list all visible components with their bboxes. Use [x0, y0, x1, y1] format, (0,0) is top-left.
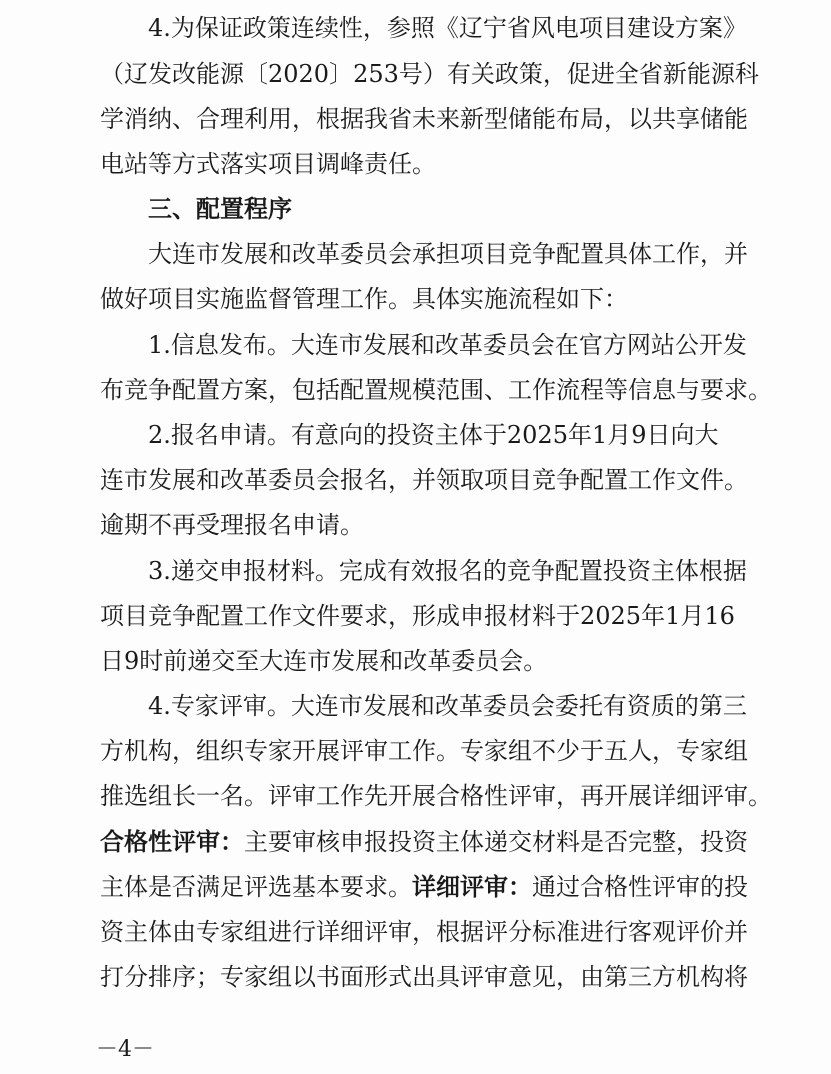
paragraph-line: 推选组长一名。评审工作先开展合格性评审，再开展详细评审。 [100, 782, 772, 810]
line-text: 主体是否满足评选基本要求。 [100, 873, 412, 901]
paragraph-line: 1.信息发布。大连市发展和改革委员会在官方网站公开发 [148, 331, 747, 359]
paragraph-line: 资主体由专家组进行详细评审，根据评分标准进行客观评价并 [100, 918, 748, 946]
paragraph-line-with-bold [100, 826, 831, 858]
paragraph-line: 4.为保证政策连续性，参照《辽宁省风电项目建设方案》 [148, 14, 747, 42]
paragraph-line: 3.递交申报材料。完成有效报名的竞争配置投资主体根据 [148, 557, 747, 585]
bold-term-detailed-review: 详细评审： [412, 873, 532, 901]
paragraph-line: 打分排序；专家组以书面形式出具评审意见，由第三方机构将 [100, 963, 748, 991]
paragraph-line: 做好项目实施监督管理工作。具体实施流程如下： [100, 285, 628, 313]
paragraph-line: 项目竞争配置工作文件要求，形成申报材料于2025年1月16 [100, 602, 735, 630]
page-number: －4－ [96, 1037, 154, 1062]
paragraph-line: （辽发改能源〔2020〕253号）有关政策，促进全省新能源科 [100, 60, 759, 88]
paragraph-line: 逾期不再受理报名申请。 [100, 511, 364, 539]
section-heading: 三、配置程序 [148, 195, 292, 223]
paragraph-line: 2.报名申请。有意向的投资主体于2025年1月9日向大 [148, 421, 719, 449]
bold-term-qualification-review: 合格性评审： [100, 828, 244, 856]
paragraph-line: 连市发展和改革委员会报名，并领取项目竞争配置工作文件。 [100, 466, 748, 494]
paragraph-line: 方机构，组织专家开展评审工作。专家组不少于五人，专家组 [100, 737, 748, 765]
line-text: 通过合格性评审的投 [532, 873, 748, 901]
paragraph-line: 4.专家评审。大连市发展和改革委员会委托有资质的第三 [148, 692, 747, 720]
paragraph-line: 大连市发展和改革委员会承担项目竞争配置具体工作，并 [148, 240, 748, 268]
paragraph-line: 学消纳、合理利用，根据我省未来新型储能布局，以共享储能 [100, 105, 748, 133]
paragraph-line: 日9时前递交至大连市发展和改革委员会。 [100, 647, 548, 675]
paragraph-line: 布竞争配置方案，包括配置规模范围、工作流程等信息与要求。 [100, 376, 772, 404]
paragraph-line-with-bold [100, 871, 831, 903]
line-text: 主要审核申报投资主体递交材料是否完整，投资 [244, 828, 748, 856]
paragraph-line: 电站等方式落实项目调峰责任。 [100, 150, 436, 178]
